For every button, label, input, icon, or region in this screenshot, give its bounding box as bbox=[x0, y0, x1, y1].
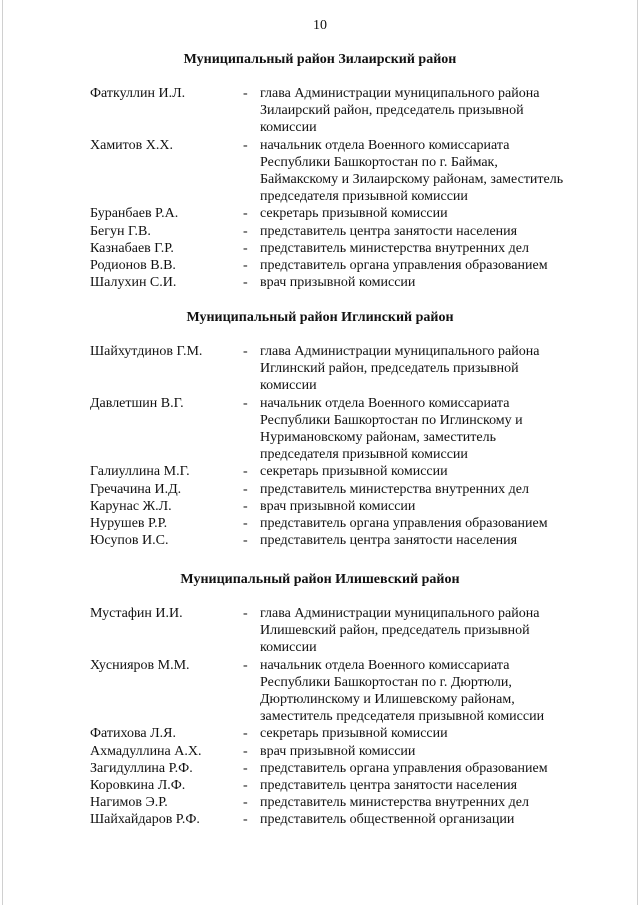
role-line: Иглинский район, председатель призывной bbox=[260, 361, 519, 377]
member-name: Карунас Ж.Л. bbox=[90, 498, 172, 514]
dash-separator: - bbox=[243, 726, 248, 742]
dash-separator: - bbox=[243, 240, 248, 256]
role-line: заместитель председателя призывной комиссии bbox=[260, 709, 545, 725]
role-line: представитель органа управления образованием bbox=[260, 760, 548, 776]
role-line: представитель министерства внутренних дел bbox=[260, 795, 529, 811]
role-line: врач призывной комиссии bbox=[260, 743, 416, 759]
dash-separator: - bbox=[243, 344, 248, 359]
member-name: Буранбаев Р.А. bbox=[90, 206, 179, 222]
dash-separator: - bbox=[243, 464, 248, 480]
role-line: представитель центра занятости населения bbox=[260, 223, 518, 239]
role-line: комиссии bbox=[260, 640, 317, 656]
role-line: Республики Башкортостан по Иглинскому и bbox=[260, 412, 523, 428]
role-line: врач призывной комиссии bbox=[260, 275, 416, 291]
member-role bbox=[260, 794, 600, 811]
role-line: Нуримановскому районам, заместитель bbox=[260, 430, 496, 445]
member-name: Загидуллина Р.Ф. bbox=[90, 760, 193, 776]
dash-separator: - bbox=[243, 258, 248, 273]
role-line: глава Администрации муниципального района bbox=[260, 344, 540, 359]
role-line: секретарь призывной комиссии bbox=[260, 206, 448, 222]
member-name: Галиуллина М.Г. bbox=[90, 464, 190, 480]
member-role bbox=[260, 532, 600, 549]
member-role bbox=[260, 760, 600, 777]
member-name: Юсупов И.С. bbox=[90, 533, 169, 549]
member-role bbox=[260, 725, 600, 742]
scan-edge-left bbox=[2, 0, 3, 905]
member-role bbox=[260, 257, 600, 274]
role-line: Баймакскому и Зилаирскому районам, заместитель bbox=[260, 172, 564, 187]
member-role bbox=[260, 395, 600, 464]
member-name: Нурушев Р.Р. bbox=[90, 516, 168, 531]
role-line: Республики Башкортостан по г. Дюртюли, bbox=[260, 674, 512, 690]
dash-separator: - bbox=[243, 778, 248, 793]
role-line: начальник отдела Военного комиссариата bbox=[260, 657, 510, 673]
member-role bbox=[260, 743, 600, 760]
dash-separator: - bbox=[243, 86, 248, 101]
role-line: комиссии bbox=[260, 378, 317, 394]
member-role bbox=[260, 223, 600, 240]
dash-separator: - bbox=[243, 395, 248, 411]
member-role bbox=[260, 777, 600, 794]
page-number: 10 bbox=[313, 18, 327, 33]
member-name: Гречачина И.Д. bbox=[90, 481, 182, 497]
role-line: Республики Башкортостан по г. Баймак, bbox=[260, 154, 498, 170]
member-name: Шайхайдаров Р.Ф. bbox=[90, 812, 200, 828]
role-line: Дюртюлинскому и Илишевскому районам, bbox=[260, 692, 515, 707]
role-line: представитель органа управления образованием bbox=[260, 258, 548, 273]
dash-separator: - bbox=[243, 481, 248, 497]
role-line: начальник отдела Военного комиссариата bbox=[260, 137, 510, 153]
member-role bbox=[260, 515, 600, 532]
dash-separator: - bbox=[243, 743, 248, 759]
member-role bbox=[260, 343, 600, 395]
member-role bbox=[260, 605, 600, 657]
scan-edge-right bbox=[637, 0, 638, 905]
member-name: Мустафин И.И. bbox=[90, 606, 183, 621]
member-role bbox=[260, 657, 600, 726]
member-name: Коровкина Л.Ф. bbox=[90, 778, 186, 793]
dash-separator: - bbox=[243, 760, 248, 776]
member-name: Нагимов Э.Р. bbox=[90, 795, 168, 811]
member-role bbox=[260, 85, 600, 137]
role-line: секретарь призывной комиссии bbox=[260, 726, 448, 742]
member-name: Ахмадуллина А.Х. bbox=[90, 743, 202, 759]
section-title: Муниципальный район Зилаирский район bbox=[183, 52, 457, 67]
role-line: председателя призывной комиссии bbox=[260, 189, 468, 205]
dash-separator: - bbox=[243, 206, 248, 222]
role-line: представитель центра занятости населения bbox=[260, 778, 518, 793]
role-line: глава Администрации муниципального района bbox=[260, 86, 540, 101]
dash-separator: - bbox=[243, 275, 248, 291]
role-line: врач призывной комиссии bbox=[260, 498, 416, 514]
member-name: Бегун Г.В. bbox=[90, 223, 151, 239]
role-line: представитель органа управления образованием bbox=[260, 516, 548, 531]
dash-separator: - bbox=[243, 137, 248, 153]
member-name: Родионов В.В. bbox=[90, 258, 176, 273]
member-name: Казнабаев Г.Р. bbox=[90, 240, 174, 256]
member-name: Давлетшин В.Г. bbox=[90, 395, 184, 411]
role-line: начальник отдела Военного комиссариата bbox=[260, 395, 510, 411]
member-name: Шалухин С.И. bbox=[90, 275, 177, 291]
role-line: представитель центра занятости населения bbox=[260, 533, 518, 549]
role-line: представитель министерства внутренних дел bbox=[260, 240, 529, 256]
role-line: представитель министерства внутренних дел bbox=[260, 481, 529, 497]
role-line: председателя призывной комиссии bbox=[260, 447, 468, 463]
member-name: Фатихова Л.Я. bbox=[90, 726, 176, 742]
dash-separator: - bbox=[243, 795, 248, 811]
member-role bbox=[260, 240, 600, 257]
member-role bbox=[260, 498, 600, 515]
member-name: Хамитов Х.Х. bbox=[90, 137, 173, 153]
member-role bbox=[260, 481, 600, 498]
dash-separator: - bbox=[243, 657, 248, 673]
role-line: представитель общественной организации bbox=[260, 812, 515, 828]
role-line: секретарь призывной комиссии bbox=[260, 464, 448, 480]
member-role bbox=[260, 205, 600, 222]
role-line: комиссии bbox=[260, 120, 317, 136]
role-line: Илишевский район, председатель призывной bbox=[260, 623, 530, 639]
dash-separator: - bbox=[243, 223, 248, 239]
member-role bbox=[260, 137, 600, 206]
dash-separator: - bbox=[243, 533, 248, 549]
role-line: Зилаирский район, председатель призывной bbox=[260, 103, 524, 119]
dash-separator: - bbox=[243, 606, 248, 621]
member-name: Фаткуллин И.Л. bbox=[90, 86, 186, 101]
member-role bbox=[260, 274, 600, 291]
role-line: глава Администрации муниципального района bbox=[260, 606, 540, 621]
dash-separator: - bbox=[243, 812, 248, 828]
member-name: Хуснияров М.М. bbox=[90, 657, 190, 673]
member-role bbox=[260, 811, 600, 828]
member-role bbox=[260, 463, 600, 480]
dash-separator: - bbox=[243, 516, 248, 531]
dash-separator: - bbox=[243, 498, 248, 514]
section-title: Муниципальный район Илишевский район bbox=[180, 572, 460, 587]
section-title: Муниципальный район Иглинский район bbox=[186, 310, 454, 325]
member-name: Шайхутдинов Г.М. bbox=[90, 344, 203, 359]
